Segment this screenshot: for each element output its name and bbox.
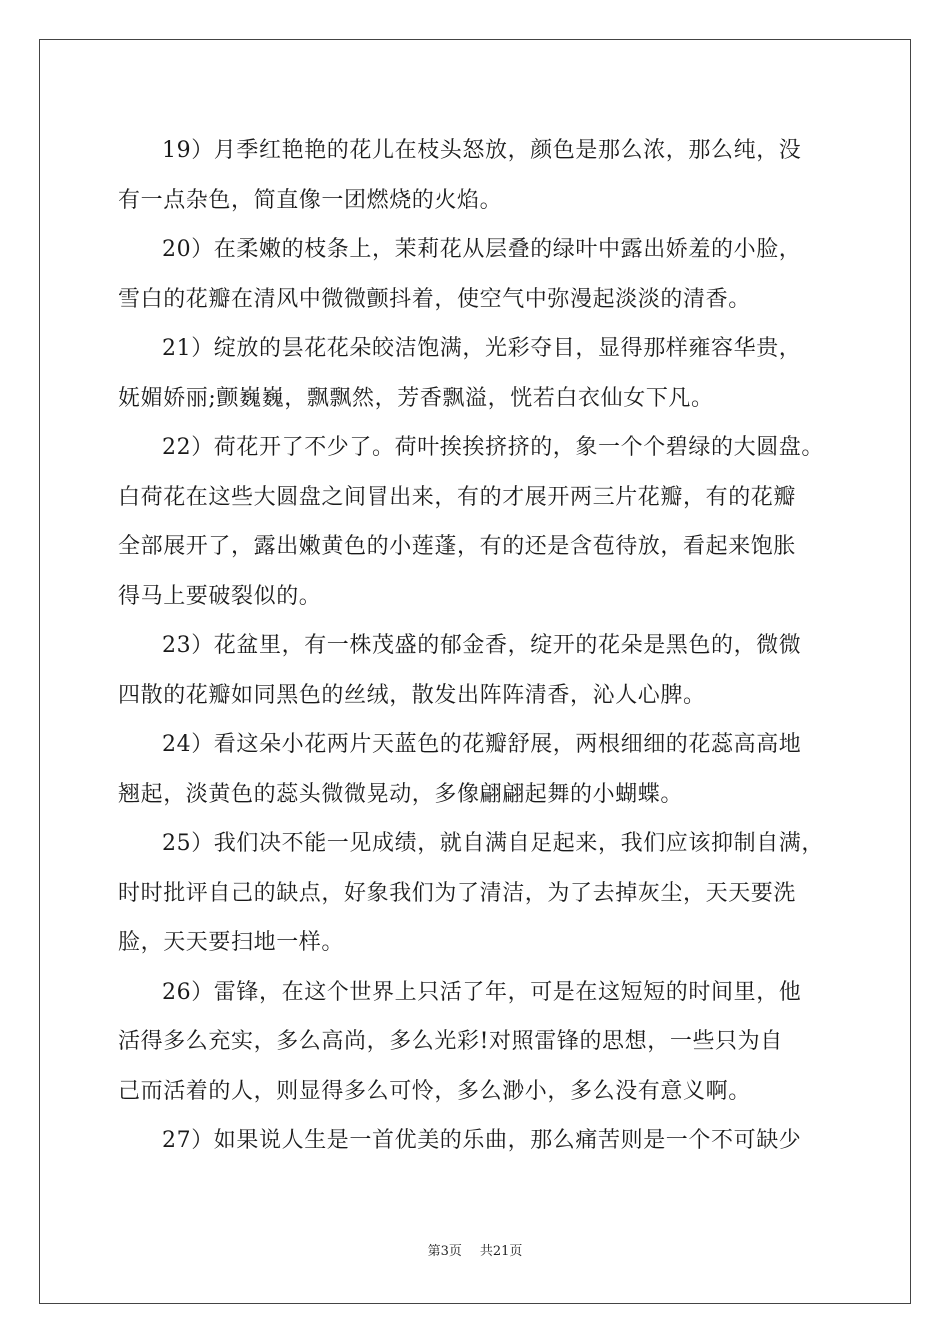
document-body	[118, 126, 850, 1166]
text-line: 脸，天天要扫地一样。	[118, 930, 345, 955]
page-footer	[0, 1240, 950, 1259]
text-line: 27）如果说人生是一首优美的乐曲，那么痛苦则是一个不可缺少	[162, 1128, 802, 1153]
text-line: 25）我们决不能一见成绩，就自满自足起来，我们应该抑制自满，	[162, 831, 824, 856]
text-line: 四散的花瓣如同黑色的丝绒，散发出阵阵清香，沁人心脾。	[118, 682, 706, 708]
text-line: 全部展开了，露出嫩黄色的小莲蓬，有的还是含苞待放，看起来饱胀	[118, 534, 797, 559]
text-line: 19）月季红艳艳的花儿在枝头怒放，颜色是那么浓，那么纯，没	[162, 138, 802, 163]
text-line: 21）绽放的昙花花朵皎洁饱满，光彩夺目，显得那样雍容华贵，	[162, 336, 802, 361]
text-line: 翘起，淡黄色的蕊头微微晃动，多像翩翩起舞的小蝴蝶。	[118, 781, 684, 807]
text-line: 活得多么充实，多么高尚，多么光彩!对照雷锋的思想，一些只为自	[118, 1029, 783, 1054]
text-line: 20）在柔嫩的枝条上，茉莉花从层叠的绿叶中露出娇羞的小脸，	[162, 237, 802, 262]
text-line: 23）花盆里，有一株茂盛的郁金香，绽开的花朵是黑色的，微微	[162, 633, 802, 658]
page-total: 共21页	[479, 1244, 523, 1259]
text-line: 雪白的花瓣在清风中微微颤抖着，使空气中弥漫起淡淡的清香。	[118, 286, 751, 312]
text-line: 白荷花在这些大圆盘之间冒出来，有的才展开两三片花瓣，有的花瓣	[118, 484, 797, 510]
text-line: 26）雷锋，在这个世界上只活了年，可是在这短短的时间里，他	[162, 979, 802, 1005]
text-line: 24）看这朵小花两片天蓝色的花瓣舒展，两根细细的花蕊高高地	[162, 732, 802, 757]
text-line: 己而活着的人，则显得多么可怜，多么渺小，多么没有意义啊。	[118, 1078, 751, 1104]
text-line: 时时批评自己的缺点，好象我们为了清洁，为了去掉灰尘，天天要洗	[118, 880, 797, 906]
text-line: 有一点杂色，简直像一团燃烧的火焰。	[118, 187, 503, 213]
text-line: 22）荷花开了不少了。荷叶挨挨挤挤的，象一个个碧绿的大圆盘。	[162, 435, 824, 460]
text-line: 妩媚娇丽;颤巍巍，飘飘然，芳香飘溢，恍若白衣仙女下凡。	[118, 385, 714, 411]
text-line: 得马上要破裂似的。	[118, 583, 322, 609]
page-number: 第3页	[427, 1244, 462, 1259]
